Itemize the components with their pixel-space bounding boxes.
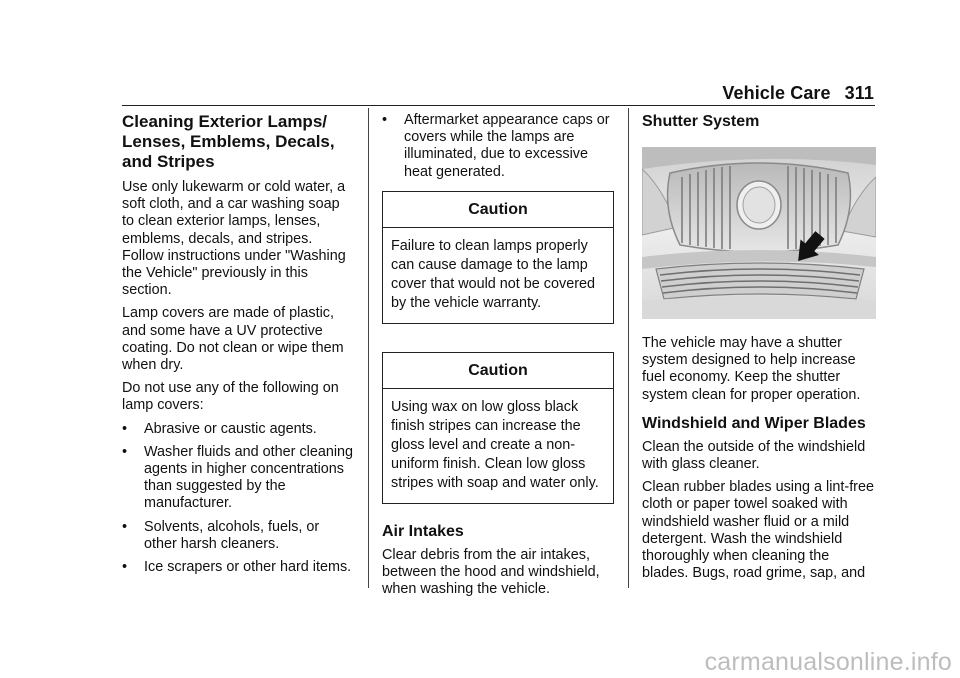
heading-windshield-wiper-blades: Windshield and Wiper Blades [642, 414, 866, 432]
column-1 [122, 112, 354, 582]
page-header [722, 83, 874, 104]
caution-title: Caution [383, 192, 613, 228]
list-item-text: Aftermarket appearance caps or covers while the lamps are illuminated, due to excessive heat generated. [404, 112, 610, 180]
column-divider-2 [628, 108, 629, 588]
list-item [122, 421, 354, 438]
list-item-text: Washer fluids and other cleaning agents in higher concentrations than suggested by the manufacturer. [144, 443, 354, 512]
column-divider-1 [368, 108, 369, 588]
paragraph: Clean rubber blades using a lint-free cloth or paper towel soaked with windshield washer fluid or a mild detergent. Wash the windshield thoroughly when cleaning the blades. Bugs, road grime, sap, and [642, 479, 874, 582]
list-item-text: Solvents, alcohols, fuels, or other harsh cleaners. [144, 518, 320, 552]
column-3 [642, 112, 876, 588]
paragraph: Use only lukewarm or cold water, a soft cloth, and a car washing soap to clean exterior lamps, lenses, emblems, decals, and stripes. Follow instructions under "Washing the Vehicle" previously in this section. [122, 179, 346, 299]
bullet-dot: • [122, 420, 128, 437]
list-item [122, 519, 354, 553]
shutter-system-illustration [642, 147, 876, 319]
caution-box-stripes [382, 352, 614, 504]
paragraph: Do not use any of the following on lamp covers: [122, 380, 339, 414]
bullet-dot: • [122, 559, 128, 576]
heading-cleaning-exterior-lamps: Cleaning Exterior Lamps/ Lenses, Emblems, Decals, and Stripes [122, 112, 335, 171]
bullet-dot: • [382, 112, 388, 128]
list-item [122, 559, 354, 576]
section-title: Vehicle Care [722, 83, 831, 103]
list-item [122, 444, 354, 513]
list-item [382, 112, 614, 181]
caution-body: Using wax on low gloss black finish stripes can increase the gloss level and create a non-uniform finish. Clean low gloss stripes with soap and water only. [391, 398, 599, 491]
bullet-dot: • [122, 518, 128, 535]
column-2 [382, 112, 614, 604]
caution-box-lamps [382, 191, 614, 324]
watermark: carmanualsonline.info [704, 648, 952, 676]
paragraph: Clean the outside of the windshield with glass cleaner. [642, 438, 866, 473]
caution-body: Failure to clean lamps properly can cause damage to the lamp cover that would not be covered by the vehicle warranty. [391, 237, 595, 311]
header-rule [122, 105, 875, 106]
bullet-dot: • [122, 443, 128, 460]
page-number: 311 [844, 83, 874, 103]
heading-shutter-system: Shutter System [642, 113, 760, 130]
car-grille-illustration [642, 147, 876, 319]
paragraph: The vehicle may have a shutter system designed to help increase fuel economy. Keep the shutter system clean for proper operation. [642, 335, 861, 403]
list-item-text: Ice scrapers or other hard items. [144, 559, 352, 576]
list-item-text: Abrasive or caustic agents. [144, 420, 317, 437]
caution-title: Caution [383, 353, 613, 389]
paragraph: Lamp covers are made of plastic, and some have a UV protective coating. Do not clean or wipe them when dry. [122, 305, 344, 374]
paragraph: Clear debris from the air intakes, between the hood and windshield, when washing the vehicle. [382, 546, 600, 598]
heading-air-intakes: Air Intakes [382, 522, 464, 540]
